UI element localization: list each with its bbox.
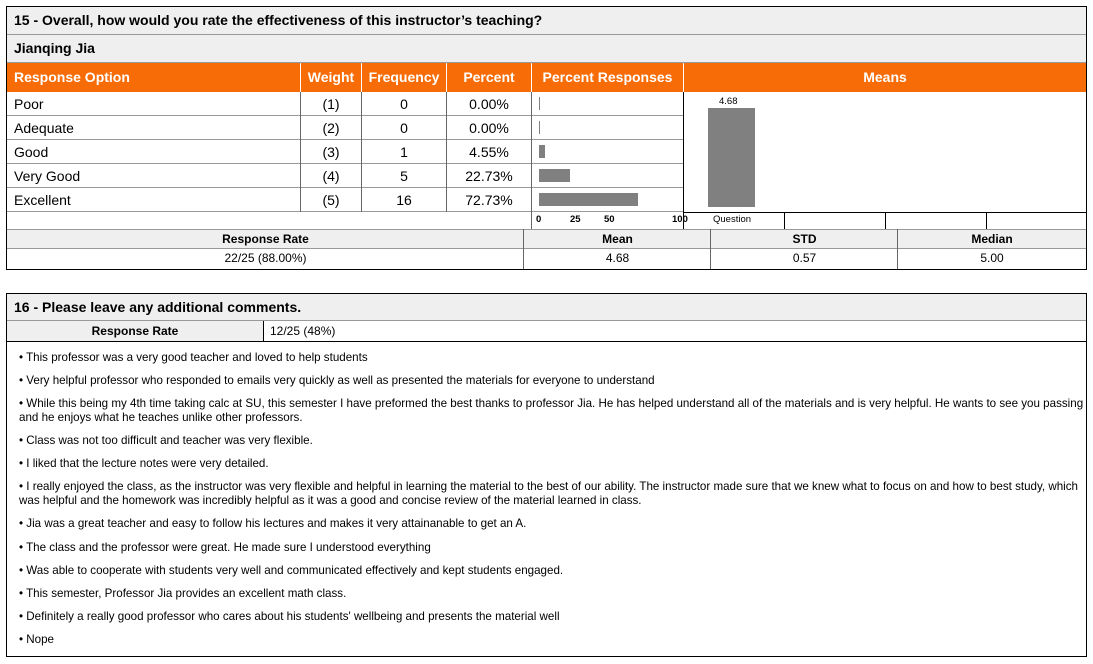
comment-item: • I liked that the lecture notes were very detailed. [19, 457, 269, 470]
percent-cell: 0.00% [469, 96, 509, 112]
stat-std: 0.57 [792, 251, 817, 265]
question-16-panel [6, 293, 1087, 657]
comment-item: • The class and the professor were great. He made sure I understood everything [19, 541, 431, 554]
header-divider [446, 63, 447, 92]
instructor-name: Jianqing Jia [7, 35, 1086, 63]
column-divider [446, 92, 447, 212]
stat-divider [523, 229, 524, 269]
option-cell: Poor [14, 96, 44, 112]
weight-cell: (3) [322, 144, 340, 160]
axis-row [7, 212, 683, 229]
comment-item: • This professor was a very good teacher and loved to help students [19, 351, 368, 364]
stat-std-label: STD [792, 232, 817, 246]
percent-bar [539, 193, 638, 206]
table-row [7, 92, 683, 116]
table-row [7, 140, 683, 164]
comment-item: • Class was not too difficult and teacher was very flexible. [19, 434, 313, 447]
mean-bar [708, 108, 755, 207]
header-divider [531, 63, 532, 92]
header-percent: Percent [463, 69, 515, 85]
percent-bar [539, 145, 545, 158]
question-15-title: 15 - Overall, how would you rate the effectiveness of this instructor’s teaching? [7, 7, 1086, 35]
header-response-option: Response Option [14, 69, 130, 85]
stats-header-row [7, 229, 1086, 249]
percent-bar [539, 97, 540, 110]
weight-cell: (1) [322, 96, 340, 112]
percent-bar [539, 169, 570, 182]
percent-bar [539, 121, 540, 134]
stat-response-rate-label: Response Rate [222, 232, 309, 246]
frequency-cell: 5 [400, 168, 408, 184]
comment-item: • Nope [19, 633, 54, 646]
stat-median-label: Median [971, 232, 1013, 246]
header-percent-responses: Percent Responses [542, 69, 673, 85]
percent-cell: 0.00% [469, 120, 509, 136]
weight-cell: (4) [322, 168, 340, 184]
header-divider [683, 63, 684, 92]
axis-tick-label: 50 [604, 214, 615, 225]
option-cell: Adequate [14, 120, 74, 136]
comment-item: • Very helpful professor who responded to emails very quickly as well as presented the materials for everyone to understand [19, 374, 655, 387]
table-row [7, 164, 683, 188]
mean-bar-label: 4.68 [719, 96, 738, 107]
frequency-cell: 16 [396, 192, 412, 208]
frequency-cell: 1 [400, 144, 408, 160]
weight-cell: (2) [322, 120, 340, 136]
percent-cell: 72.73% [465, 192, 513, 208]
table-header-row [7, 63, 1086, 92]
response-rate-divider [263, 321, 264, 341]
option-cell: Excellent [14, 192, 71, 208]
stat-divider [897, 229, 898, 269]
header-means: Means [863, 69, 907, 85]
stat-divider [710, 229, 711, 269]
question-16-title: 16 - Please leave any additional comments. [7, 294, 1086, 321]
header-frequency: Frequency [368, 69, 440, 85]
stat-response-rate: 22/25 (88.00%) [224, 251, 307, 265]
comment-item: • Was able to cooperate with students very well and communicated effectively and kept students engaged. [19, 564, 564, 577]
comment-item: • While this being my 4th time taking calc at SU, this semester I have preformed the best thanks to professor Jia. He has helped understand all of the materials and is very helpful. He wants to see you passing and he enjoys what he teaches unlike other professors. [19, 397, 1084, 424]
header-divider [361, 63, 362, 92]
response-rate-label: Response Rate [7, 321, 263, 341]
response-rate-row [7, 321, 1086, 342]
column-divider [361, 92, 362, 212]
column-divider [683, 92, 684, 229]
header-divider [300, 63, 301, 92]
option-cell: Very Good [14, 168, 81, 184]
stat-mean-label: Mean [602, 232, 633, 246]
stats-value-row [7, 249, 1086, 269]
means-grid-divider [986, 212, 987, 229]
comment-item: • This semester, Professor Jia provides an excellent math class. [19, 587, 347, 600]
frequency-cell: 0 [400, 96, 408, 112]
column-divider [531, 92, 532, 229]
comment-item: • I really enjoyed the class, as the instructor was very flexible and helpful in learning the material to the best of our ability. The instructor made sure that we knew what to focus on and how to best study, which was helpful and the homework was incredibly helpful as it was a good and concise review of the material learned in class. [19, 480, 1078, 507]
column-divider [300, 92, 301, 212]
comment-item: • Definitely a really good professor who cares about his students' wellbeing and presents the material well [19, 610, 560, 623]
option-cell: Good [14, 144, 49, 160]
header-weight: Weight [307, 69, 355, 85]
axis-tick-label: 100 [672, 214, 688, 225]
stat-mean: 4.68 [605, 251, 630, 265]
axis-tick-label: 0 [536, 214, 542, 225]
means-category-label: Question [713, 214, 752, 225]
stat-median: 5.00 [980, 251, 1004, 265]
percent-cell: 4.55% [469, 144, 509, 160]
means-grid-divider [885, 212, 886, 229]
question-15-panel [6, 6, 1087, 270]
table-row [7, 116, 683, 140]
comment-item: • Jia was a great teacher and easy to follow his lectures and makes it very attainanable to get an A. [19, 517, 527, 530]
means-grid-divider [784, 212, 785, 229]
percent-cell: 22.73% [465, 168, 513, 184]
response-rate-value: 12/25 (48%) [270, 324, 336, 338]
axis-tick-label: 25 [570, 214, 581, 225]
weight-cell: (5) [322, 192, 340, 208]
frequency-cell: 0 [400, 120, 408, 136]
